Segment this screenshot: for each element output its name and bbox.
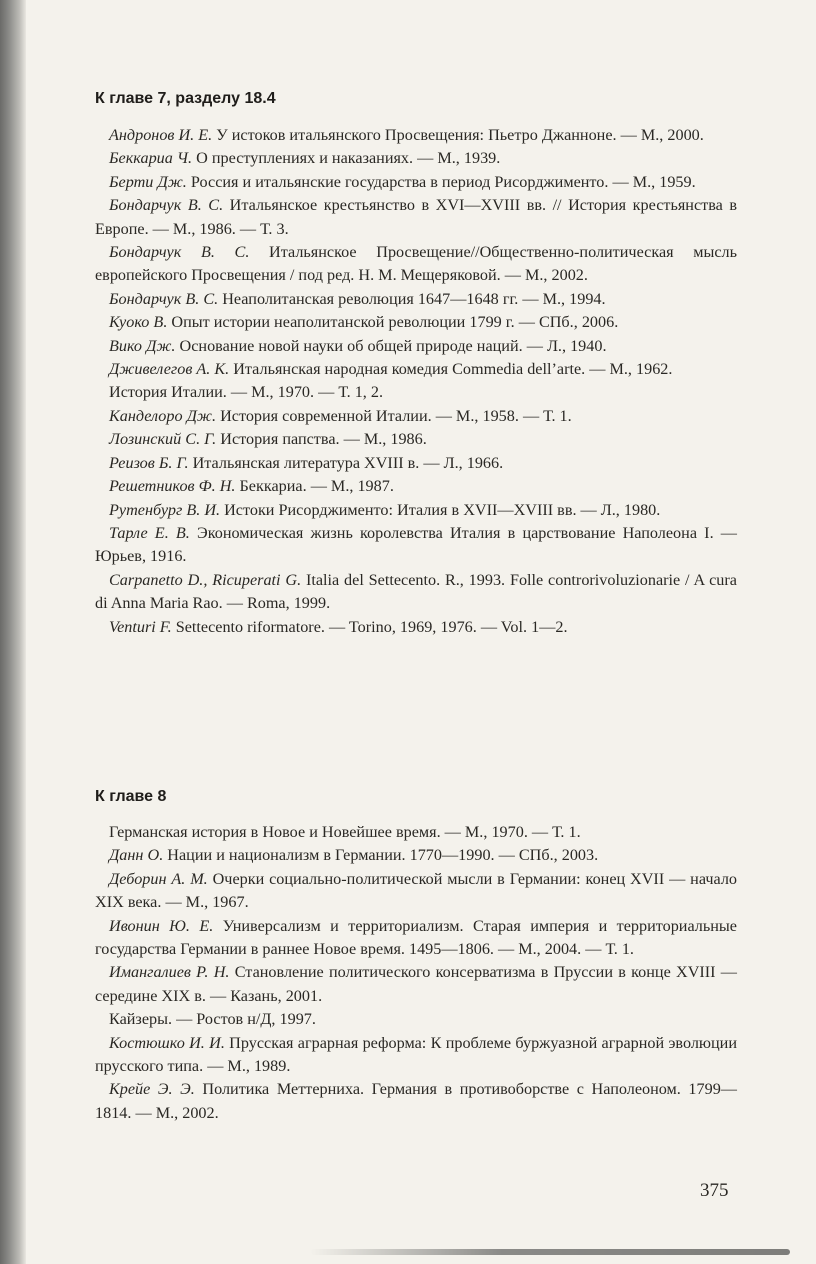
bibliography-entry [95,124,737,147]
bibliography-entry [95,1078,737,1125]
bibliography-entry [95,452,737,475]
bibliography-entry [95,358,737,381]
section-heading-chapter-8: К главе 8 [95,788,167,805]
bibliography-entry [95,475,737,498]
entry-text: О преступлениях и наказаниях. — М., 1939. [192,149,501,168]
entry-author: Берти Дж. [109,172,187,191]
entry-text: Экономическая жизнь королевства Италия в царствование Наполеона I. — Юрьев, 1916. [95,523,737,566]
entry-text: Кайзеры. — Ростов н/Д, 1997. [109,1010,316,1029]
entry-author: Беккариа Ч. [109,149,193,168]
entry-author: Решетников Ф. Н. [109,477,236,496]
entry-text: Германская история в Новое и Новейшее время. — М., 1970. — Т. 1. [109,823,581,841]
entry-text: Прусская аграрная реформа: К проблеме буржуазной аграрной эволюции прусского типа. — М., 1989. [95,1033,737,1076]
entry-text: Россия и итальянские государства в период Рисорджименто. — М., 1959. [186,172,696,191]
entry-author: Venturi F. [109,617,172,636]
entry-author: Канделоро Дж. [109,406,217,425]
bibliography-entry [95,569,737,616]
entry-text: Основание новой науки об общей природе наций. — Л., 1940. [175,336,607,355]
bibliography-entry [95,311,737,334]
entry-author: Андронов И. Е. [109,126,213,144]
entry-text: История Италии. — М., 1970. — Т. 1, 2. [109,383,384,402]
bibliography-entry [95,428,737,451]
bibliography-entry [95,961,737,1008]
bibliography-entry [95,171,737,194]
entry-text: Опыт истории неаполитанской революции 1799 г. — СПб., 2006. [167,313,619,332]
bibliography-list-chapter-7 [95,124,737,639]
entry-text: Универсализм и территориализм. Старая империя и территориальные государства Германии в раннее Новое время. 1495—1806. — М., 2004. — Т. 1. [95,916,737,959]
entry-author: Куоко В. [109,313,168,332]
section-heading-chapter-7: К главе 7, разделу 18.4 [95,90,276,107]
entry-author: Вико Дж. [109,336,176,355]
entry-text: Итальянское Просвещение//Общественно-политическая мысль европейского Просвещения / под ред. Н. М. Мещеряковой. — М., 2002. [95,243,738,285]
bibliography-entry [95,616,737,639]
entry-author: Бондарчук В. С. [109,289,219,308]
entry-text: Неаполитанская революция 1647—1648 гг. — М., 1994. [218,289,606,308]
bibliography-entry [95,499,737,522]
bibliography-entry [95,844,737,867]
entry-text: Беккариа. — М., 1987. [235,477,394,496]
entry-text: Итальянская народная комедия Commedia dell’arte. — М., 1962. [229,360,673,379]
book-binding-shadow [0,0,26,1264]
entry-text: Итальянская литература XVIII в. — Л., 1966. [188,453,504,472]
entry-text: Становление политического консерватизма в Пруссии в конце XVIII — середине XIX в. — Казань, 2001. [95,963,737,1005]
bibliography-entry [95,405,737,428]
entry-author: Бондарчук В. С. [109,196,224,215]
entry-text: Italia del Settecento. R., 1993. Folle controrivoluzionarie / A cura di Anna Maria Rao. — Roma, 1999. [95,570,737,613]
entry-text: Очерки социально-политической мысли в Германии: конец XVII — начало XIX века. — М., 1967. [95,869,737,912]
entry-author: Имангалиев Р. Н. [109,963,230,982]
entry-author: Реизов Б. Г. [109,453,189,472]
bibliography-entry [95,335,737,358]
entry-author: Ивонин Ю. Е. [109,916,214,935]
bibliography-entry [95,1008,737,1031]
entry-author: Лозинский С. Г. [109,430,217,449]
page-number: 375 [700,1180,729,1201]
entry-author: Данн О. [109,846,164,865]
entry-text: У истоков итальянского Просвещения: Пьетро Джанноне. — М., 2000. [212,126,704,144]
bibliography-entry [95,522,737,569]
bibliography-entry [95,1032,737,1079]
entry-text: Settecento riformatore. — Torino, 1969, 1976. — Vol. 1—2. [171,617,568,636]
entry-text: Нации и национализм в Германии. 1770—1990. — СПб., 2003. [163,846,599,865]
entry-author: Дживелегов А. К. [109,360,230,379]
entry-author: Крейе Э. Э. [109,1080,195,1099]
bibliography-entry [95,868,737,915]
entry-text: Итальянское крестьянство в XVI—XVIII вв. // История крестьянства в Европе. — М., 1986. — Т. 3. [95,196,737,238]
entry-text: Истоки Рисорджименто: Италия в XVII—XVIII вв. — Л., 1980. [220,500,661,519]
entry-text: Политика Меттерниха. Германия в противоборстве с Наполеоном. 1799—1814. — М., 2002. [95,1080,737,1122]
entry-author: Бондарчук В. С. [109,243,250,262]
bibliography-entry [95,147,737,170]
bibliography-entry [95,821,737,844]
entry-author: Костюшко И. И. [109,1033,225,1052]
bibliography-entry [95,915,737,962]
bibliography-list-chapter-8 [95,821,737,1125]
page-edge-shadow [310,1249,790,1255]
bibliography-entry [95,241,737,288]
entry-author: Рутенбург В. И. [109,500,221,519]
entry-author: Carpanetto D., Ricuperati G. [109,570,302,589]
bibliography-entry [95,381,737,404]
entry-author: Тарле Е. В. [109,523,190,542]
entry-text: История папства. — М., 1986. [216,430,427,449]
bibliography-entry [95,288,737,311]
entry-text: История современной Италии. — М., 1958. — Т. 1. [216,406,572,425]
bibliography-entry [95,194,737,241]
entry-author: Деборин А. М. [109,869,208,888]
